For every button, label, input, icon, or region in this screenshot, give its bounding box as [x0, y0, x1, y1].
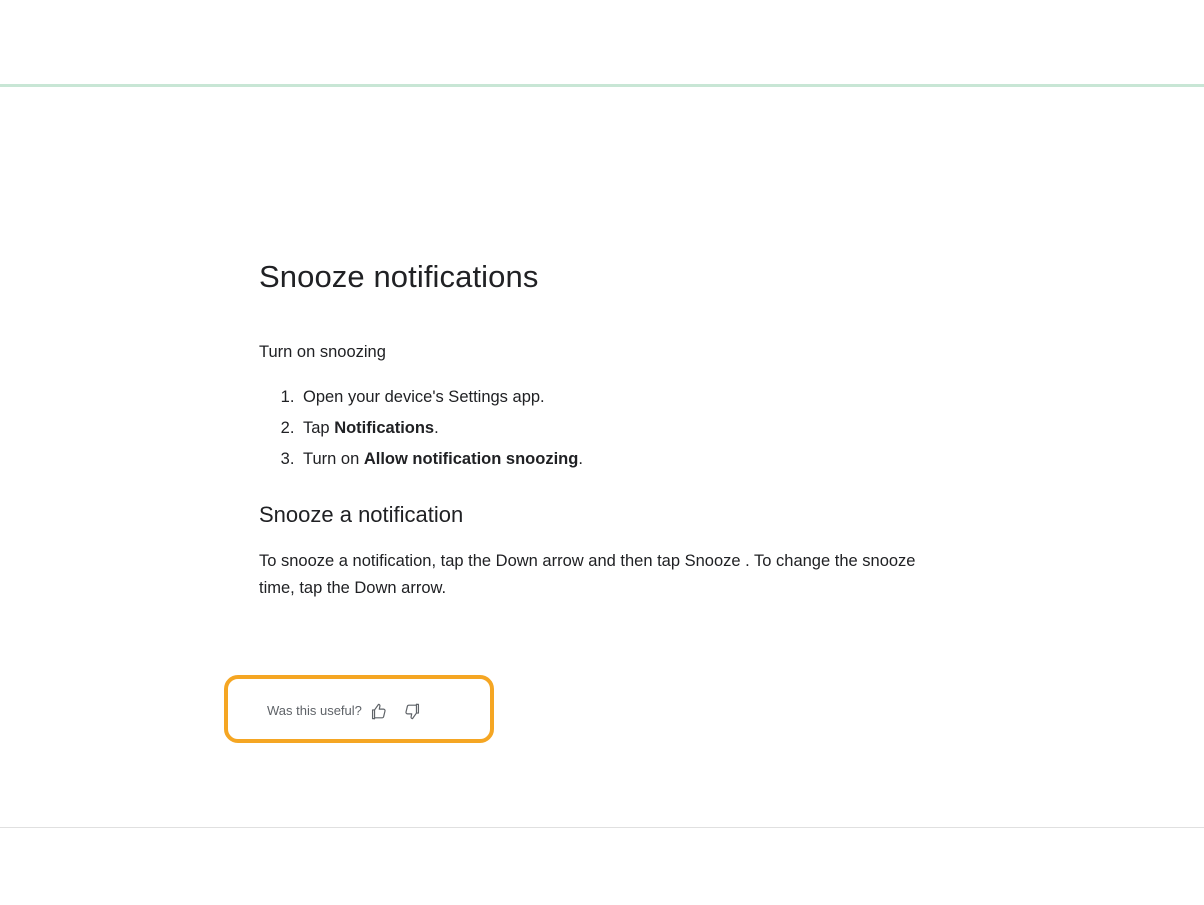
- article-content: [259, 257, 959, 718]
- section-title: Snooze a notification: [259, 502, 464, 527]
- feedback-label: Was this useful?: [267, 703, 362, 718]
- step-text: Tap: [303, 419, 335, 437]
- footer-area: [0, 828, 1204, 905]
- page-title: Snooze notifications: [259, 259, 539, 294]
- step-text: Turn on: [303, 450, 364, 468]
- list-item: [299, 413, 959, 444]
- intro-text: Turn on snoozing: [259, 343, 386, 361]
- feedback-highlight-box: [224, 675, 494, 743]
- step-suffix: .: [578, 450, 583, 468]
- step-emphasis: Notifications: [334, 419, 435, 437]
- thumb-down-icon[interactable]: [396, 696, 430, 726]
- thumb-up-icon[interactable]: [362, 696, 396, 726]
- step-suffix: .: [434, 419, 439, 437]
- feedback-bar: [267, 696, 430, 726]
- list-item: [299, 382, 959, 413]
- steps-list: [259, 382, 959, 475]
- step-emphasis: Allow notification snoozing: [363, 450, 579, 468]
- article-page: [0, 87, 1204, 827]
- top-blank-strip: [0, 0, 1204, 84]
- section-body-text: To snooze a notification, tap the Down arrow and then tap Snooze . To change the snooze time, tap the Down arrow.: [259, 552, 916, 598]
- step-text: Open your device's Settings app.: [303, 388, 545, 406]
- list-item: [299, 444, 959, 475]
